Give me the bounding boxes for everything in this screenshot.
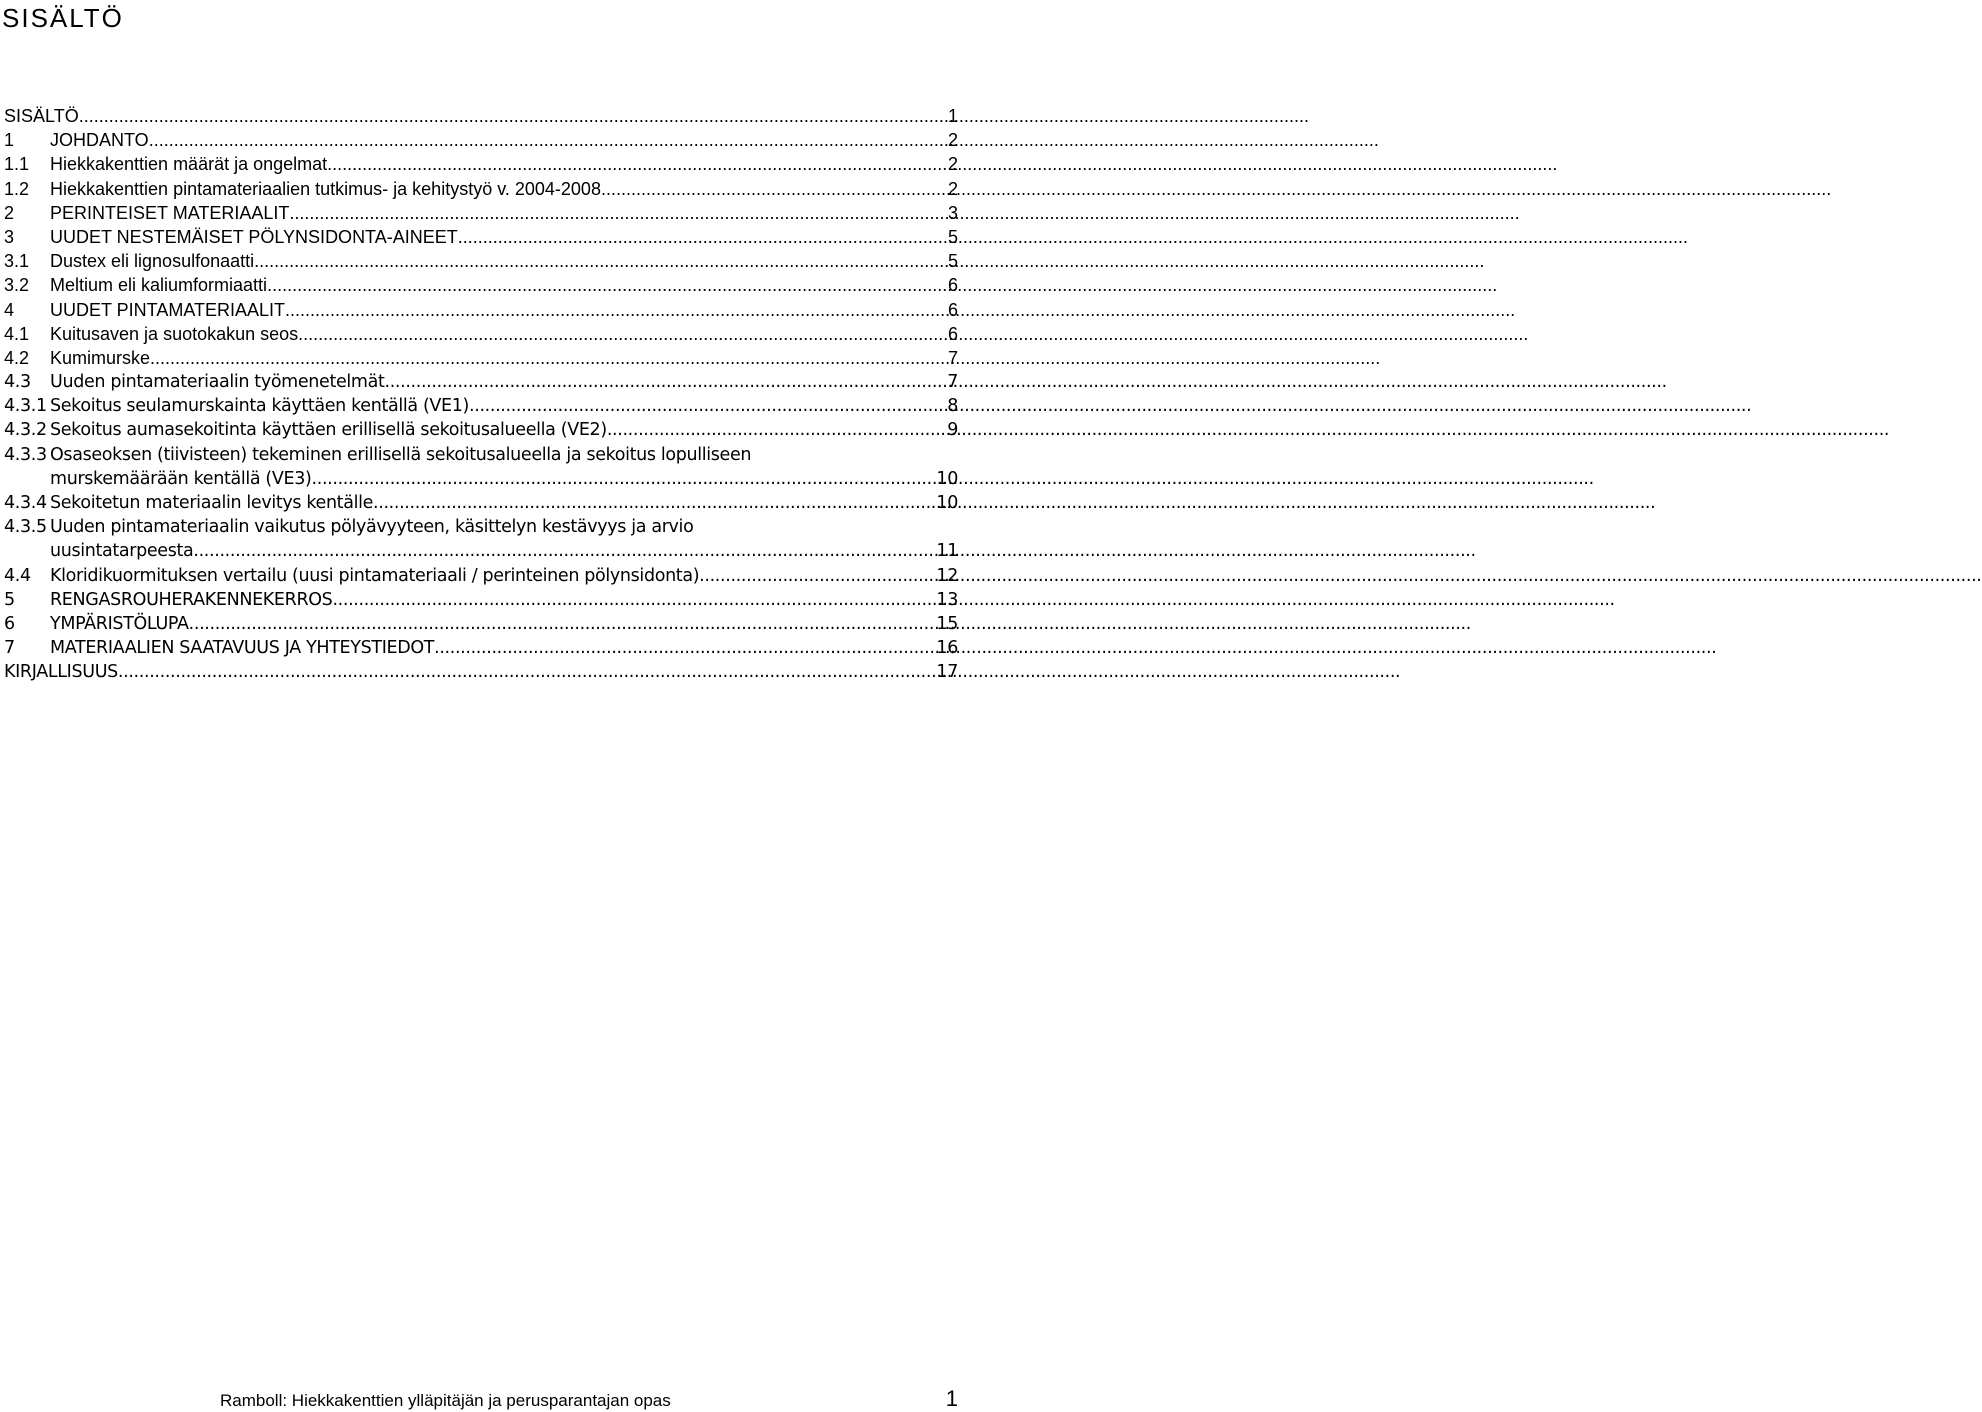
toc-entry-number: 4 <box>4 299 15 320</box>
toc-entry-page: 1 <box>947 106 958 126</box>
toc-entry[interactable] <box>4 273 958 297</box>
toc-entry[interactable] <box>4 612 958 636</box>
toc-entry-page: 5 <box>947 226 958 247</box>
toc-entry[interactable] <box>4 443 958 491</box>
toc-entry-title: Osaseoksen (tiivisteen) tekeminen erillisellä sekoitusalueella ja sekoitus lopulliseen <box>50 444 752 465</box>
toc-entry-page: 6 <box>947 323 958 344</box>
toc-entry-number: 1.1 <box>4 154 30 175</box>
toc-entry-number: 4.2 <box>4 347 30 368</box>
toc-entry[interactable] <box>4 104 958 128</box>
toc-entry-title: SISÄLTÖ <box>4 106 79 126</box>
dot-leader <box>189 612 936 636</box>
toc-entry[interactable] <box>4 249 958 273</box>
dot-leader <box>699 564 935 588</box>
toc-entry-title: Dustex eli lignosulfonaatti <box>50 251 255 272</box>
dot-leader <box>267 273 947 297</box>
toc-entry-page: 13 <box>936 589 958 610</box>
toc-entry[interactable] <box>4 225 958 249</box>
toc-entry-title: KIRJALLISUUS <box>4 662 118 683</box>
toc-entry-number: 1 <box>4 130 15 151</box>
toc-entry-title: Sekoitus aumasekoitinta käyttäen erillisellä sekoitusalueella (VE2) <box>50 420 607 441</box>
toc-entry[interactable] <box>4 588 958 612</box>
toc-entry-number: 4.3.1 <box>4 396 47 417</box>
toc-entry-title: Kloridikuormituksen vertailu (uusi pintamateriaali / perinteinen pölynsidonta) <box>50 565 700 586</box>
toc-entry-number: 4.3.5 <box>4 517 47 538</box>
toc-entry[interactable] <box>4 201 958 225</box>
toc-entry-page: 10 <box>936 493 958 514</box>
dot-leader <box>149 128 947 152</box>
toc-entry-title: Sekoitetun materiaalin levitys kentälle <box>50 493 374 514</box>
toc-entry[interactable] <box>4 346 958 370</box>
toc-entry-page: 2 <box>947 178 958 199</box>
dot-leader <box>193 539 935 563</box>
toc-entry-title: MATERIAALIEN SAATAVUUS JA YHTEYSTIEDOT <box>50 638 435 659</box>
toc-entry-page: 12 <box>936 565 958 586</box>
dot-leader <box>384 370 946 394</box>
toc-entry-page: 17 <box>936 662 958 683</box>
toc-entry-title: YMPÄRISTÖLUPA <box>50 613 189 634</box>
dot-leader <box>327 152 947 176</box>
toc-entry-page: 7 <box>947 347 958 368</box>
toc-entry-line <box>4 467 958 491</box>
toc-entry[interactable] <box>4 128 958 152</box>
toc-entry-number: 4.3.4 <box>4 493 47 514</box>
toc-entry-number: 6 <box>4 613 15 634</box>
toc-entry[interactable] <box>4 491 958 515</box>
footer-text: Ramboll: Hiekkakenttien ylläpitäjän ja perusparantajan opas <box>220 1391 671 1410</box>
toc-entry-page: 10 <box>936 468 958 489</box>
toc-entry-number: 3 <box>4 226 15 247</box>
toc-entry-line <box>4 539 958 563</box>
dot-leader <box>289 201 947 225</box>
page-title: SISÄLTÖ <box>2 3 124 33</box>
toc-entry-number: 4.1 <box>4 323 30 344</box>
toc-entry-title: JOHDANTO <box>50 130 149 151</box>
toc-entry-title: Kuitusaven ja suotokakun seos <box>50 323 299 344</box>
toc-entry-page: 7 <box>947 372 958 393</box>
toc-entry-title: Kumimurske <box>50 347 151 368</box>
toc-entry[interactable] <box>4 322 958 346</box>
toc-entry-number: 3.2 <box>4 275 30 296</box>
toc-entry-line <box>4 443 958 467</box>
toc-entry-title: Hiekkakenttien pintamateriaalien tutkimus- ja kehitystyö v. 2004-2008 <box>50 178 601 199</box>
footer-page-number: 1 <box>945 1386 958 1411</box>
toc-entry-page: 6 <box>947 275 958 296</box>
toc-entry-number: 1.2 <box>4 178 30 199</box>
toc-entry-page: 11 <box>936 541 958 562</box>
toc-entry-page: 15 <box>936 613 958 634</box>
toc-entry[interactable] <box>4 298 958 322</box>
toc-entry-number: 3.1 <box>4 251 30 272</box>
toc-entry-page: 3 <box>947 202 958 223</box>
toc-entry-page: 5 <box>947 251 958 272</box>
dot-leader <box>254 249 947 273</box>
toc-entry[interactable] <box>4 177 958 201</box>
toc-entry-title: UUDET NESTEMÄISET PÖLYNSIDONTA-AINEET <box>50 226 458 247</box>
toc-entry-title: PERINTEISET MATERIAALIT <box>50 202 290 223</box>
toc-entry[interactable] <box>4 564 958 588</box>
dot-leader <box>150 346 947 370</box>
table-of-contents <box>4 104 958 685</box>
toc-entry-title-continued: uusintatarpeesta <box>50 541 194 562</box>
toc-entry-number: 7 <box>4 638 15 659</box>
toc-entry-page: 2 <box>947 154 958 175</box>
dot-leader <box>285 298 947 322</box>
toc-entry-number: 4.3.3 <box>4 444 47 465</box>
toc-entry[interactable] <box>4 418 958 442</box>
toc-entry-title: Uuden pintamateriaalin vaikutus pölyävyyteen, käsittelyn kestävyys ja arvio <box>50 517 694 538</box>
dot-leader <box>118 660 936 684</box>
toc-entry[interactable] <box>4 515 958 563</box>
toc-entry-line <box>4 515 958 539</box>
toc-entry-title: Uuden pintamateriaalin työmenetelmät <box>50 372 385 393</box>
dot-leader <box>607 418 946 442</box>
toc-entry-number: 4.3.2 <box>4 420 47 441</box>
toc-entry-title-continued: murskemäärään kentällä (VE3) <box>50 468 312 489</box>
toc-entry-page: 9 <box>947 420 958 441</box>
toc-entry[interactable] <box>4 394 958 418</box>
toc-entry[interactable] <box>4 660 958 684</box>
toc-entry[interactable] <box>4 636 958 660</box>
dot-leader <box>434 636 935 660</box>
toc-entry-title: Meltium eli kaliumformiaatti <box>50 275 268 296</box>
toc-entry[interactable] <box>4 152 958 176</box>
toc-entry-number: 4.4 <box>4 565 31 586</box>
toc-entry-title: UUDET PINTAMATERIAALIT <box>50 299 286 320</box>
toc-entry-page: 8 <box>947 396 958 417</box>
dot-leader <box>312 467 936 491</box>
toc-entry-title: Hiekkakenttien määrät ja ongelmat <box>50 154 328 175</box>
toc-entry-number: 2 <box>4 202 15 223</box>
dot-leader <box>601 177 947 201</box>
page-footer <box>220 1386 958 1412</box>
dot-leader <box>298 322 947 346</box>
toc-entry-page: 6 <box>947 299 958 320</box>
toc-entry[interactable] <box>4 370 958 394</box>
toc-entry-title: Sekoitus seulamurskainta käyttäen kentällä (VE1) <box>50 396 470 417</box>
dot-leader <box>469 394 946 418</box>
toc-entry-number: 4.3 <box>4 372 31 393</box>
toc-entry-page: 16 <box>936 638 958 659</box>
dot-leader <box>79 104 947 128</box>
dot-leader <box>373 491 935 515</box>
dot-leader <box>458 225 947 249</box>
toc-entry-page: 2 <box>947 130 958 151</box>
toc-entry-title: RENGASROUHERAKENNEKERROS <box>50 589 333 610</box>
dot-leader <box>332 588 935 612</box>
toc-entry-number: 5 <box>4 589 15 610</box>
